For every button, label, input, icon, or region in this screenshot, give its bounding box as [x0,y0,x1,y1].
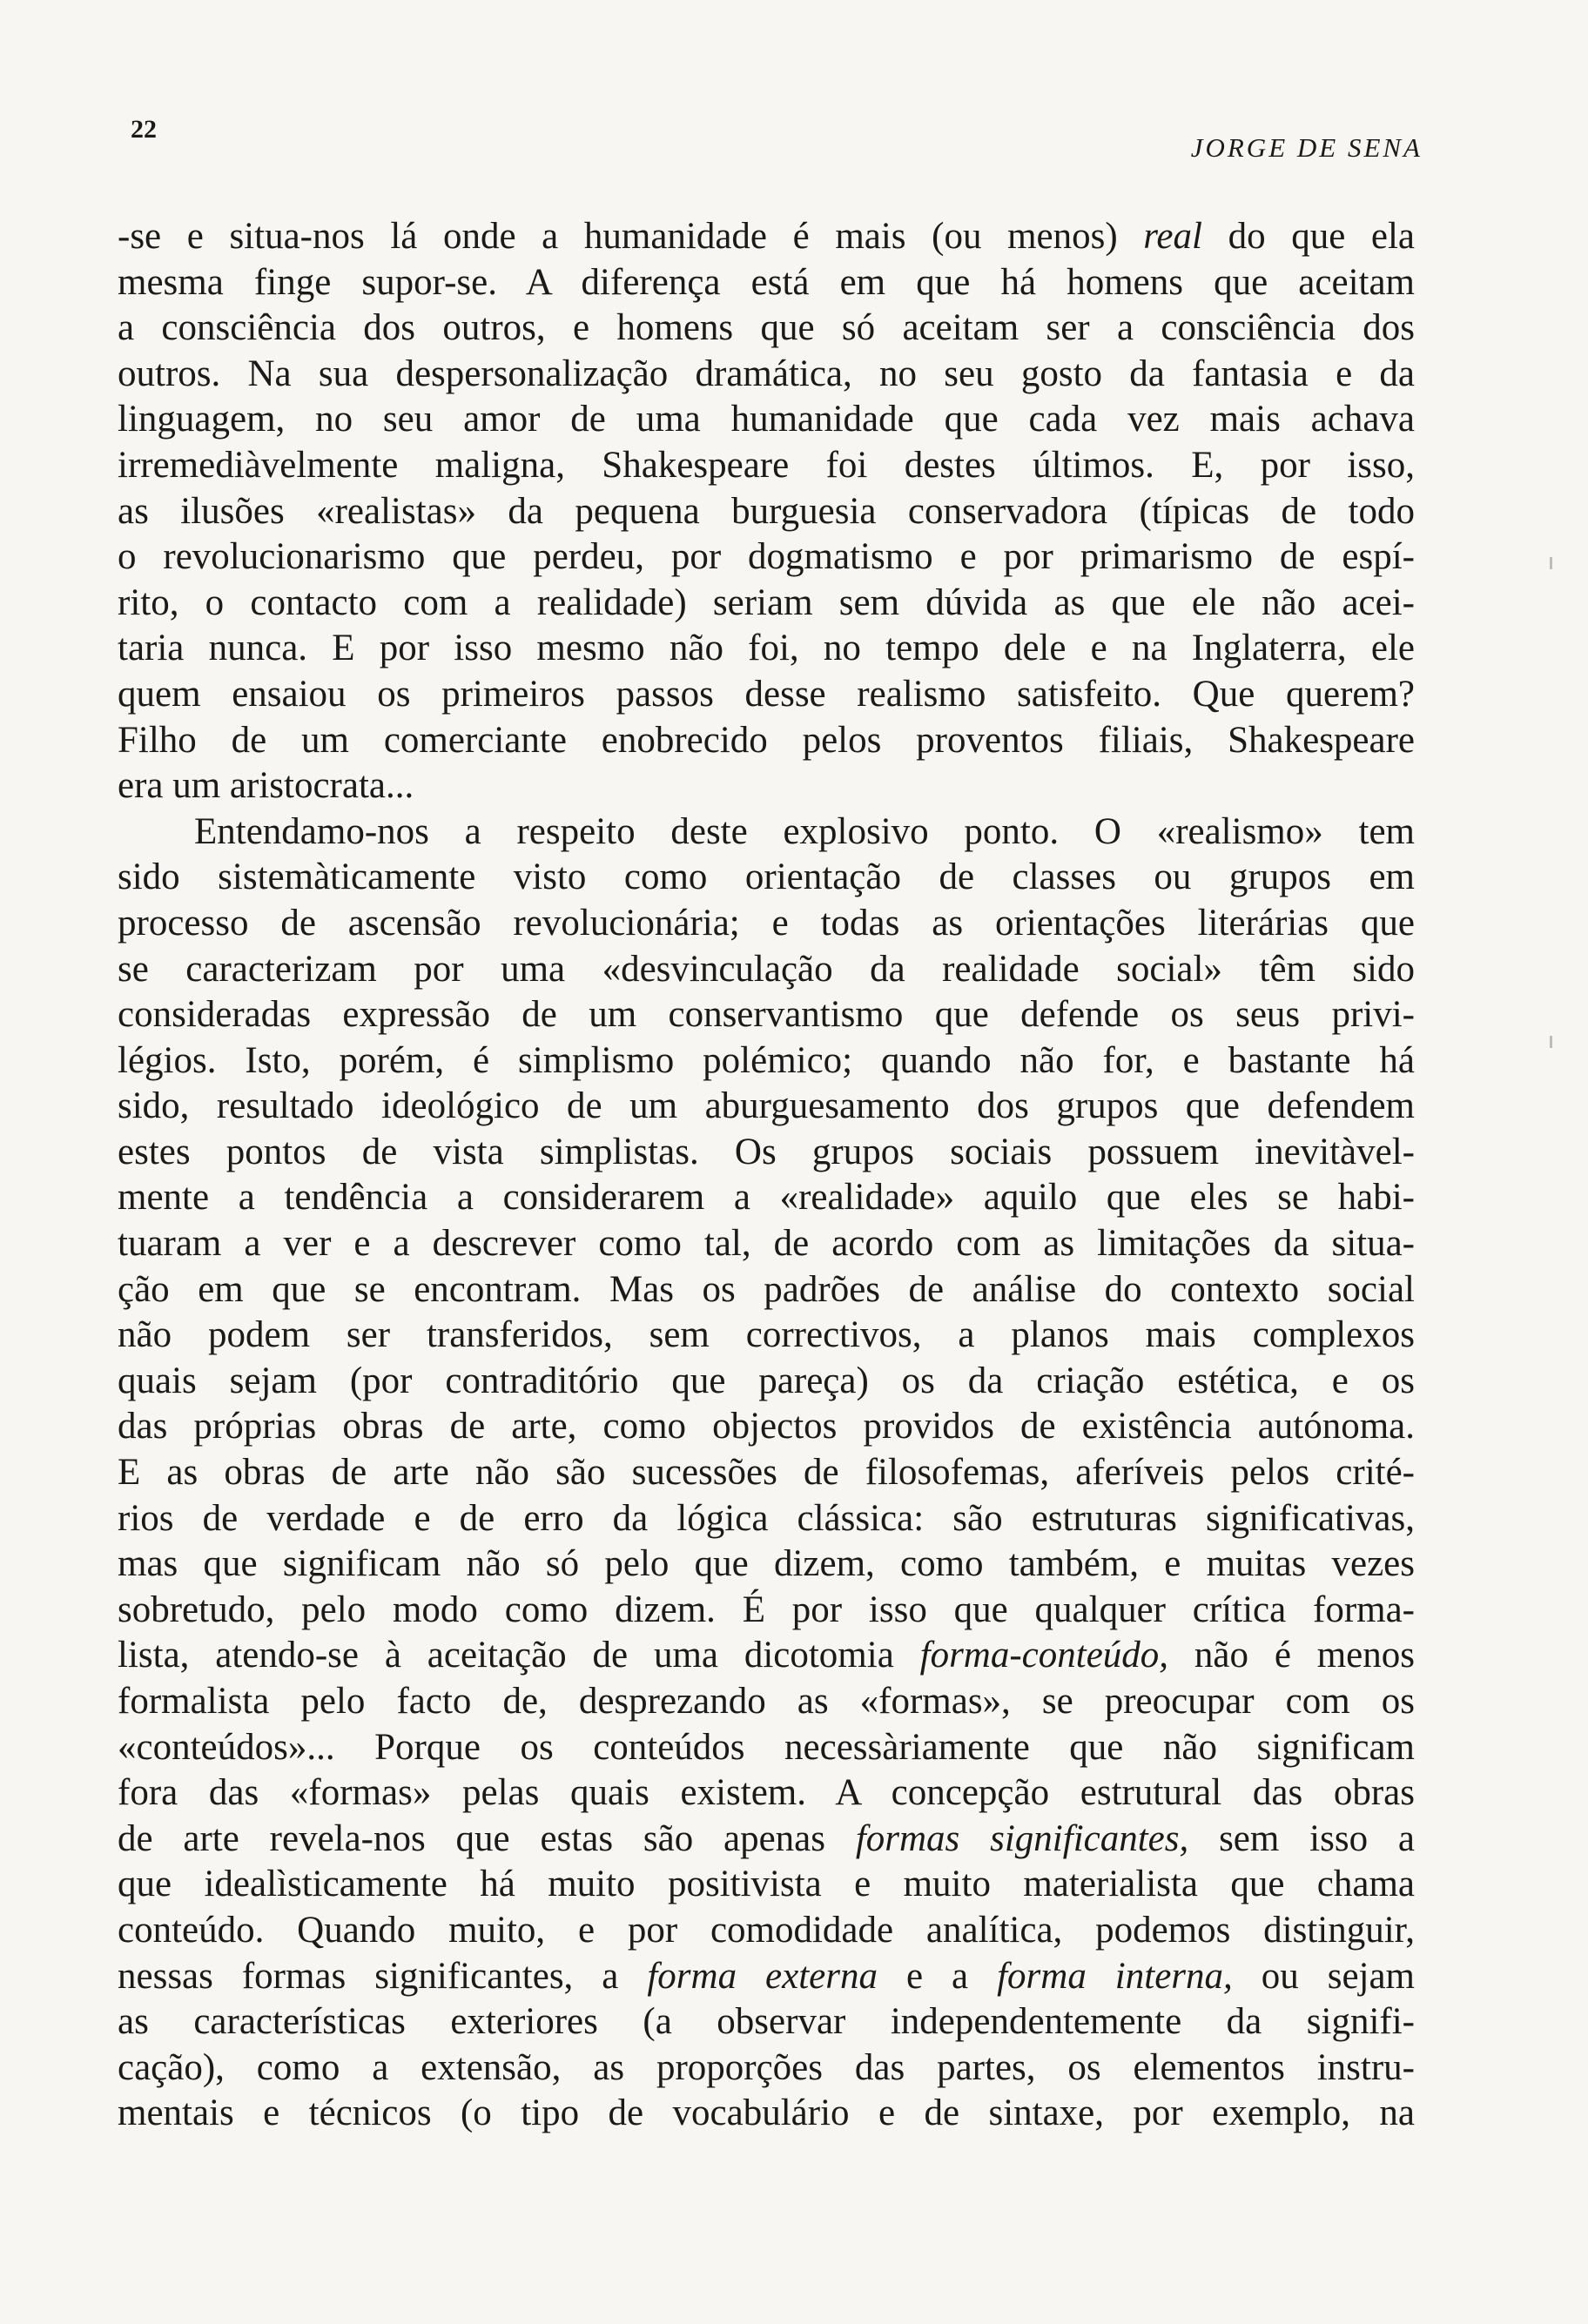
text-line [118,1038,1415,1085]
text-line [118,397,1415,443]
text-segment: conteúdo. Quando muito, e por comodidade analítica, podemos distinguir, [118,1909,1415,1951]
text-segment: mas que significam não só pelo que dizem, como também, e muitas vezes [118,1543,1415,1585]
text-line [118,534,1415,581]
text-line [118,1770,1415,1817]
text-line [118,1999,1415,2045]
text-line [118,306,1415,352]
text-line [118,809,1415,856]
text-line [118,489,1415,535]
text-line [118,1725,1415,1771]
text-segment: não é menos [1168,1635,1415,1676]
text-segment: sobretudo, pelo modo como dizem. É por isso que qualquer crítica forma- [118,1589,1415,1630]
text-line [118,1862,1415,1908]
text-line [118,901,1415,947]
margin-mark [1550,557,1552,569]
text-segment: as características exteriores (a observar independentemente da signifi- [118,2001,1415,2043]
text-segment: ou sejam [1232,1955,1415,1997]
margin-mark [1550,1036,1552,1048]
text-line [118,1175,1415,1221]
text-line [118,1221,1415,1267]
text-segment: a consciência dos outros, e homens que só aceitam ser a consciência dos [118,307,1415,349]
text-segment: das próprias obras de arte, como objectos providos de existência autónoma. [118,1406,1415,1447]
text-line [118,992,1415,1038]
text-segment: era um aristocrata... [118,765,414,807]
text-line [118,1404,1415,1450]
text-line [118,1496,1415,1542]
text-segment: rito, o contacto com a realidade) seriam sem dúvida as que ele não acei- [118,581,1415,623]
text-segment: quem ensaiou os primeiros passos desse realismo satisfeito. Que querem? [118,673,1415,715]
text-line [118,1954,1415,2000]
text-segment: outros. Na sua despersonalização dramática, no seu gosto da fantasia e da [118,353,1415,394]
text-line [118,1359,1415,1405]
text-segment: Entendamo-nos a respeito deste explosivo ponto. O «realismo» tem [194,810,1415,852]
text-segment: estes pontos de vista simplistas. Os grupos sociais possuem inevitàvel- [118,1131,1415,1172]
text-segment: mesma finge supor-se. A diferença está em que há homens que aceitam [118,261,1415,303]
text-segment: se caracterizam por uma «desvinculação da realidade social» têm sido [118,948,1415,990]
text-segment: «conteúdos»... Porque os conteúdos necessàriamente que não significam [118,1726,1415,1768]
text-line [118,763,1415,809]
text-segment: Filho de um comerciante enobrecido pelos proventos filiais, Shakespeare [118,719,1415,761]
text-line [118,1450,1415,1496]
text-segment: -se e situa-nos lá onde a humanidade é mais (ou menos) [118,216,1144,257]
italic-term: forma interna, [997,1955,1233,1997]
text-segment: rios de verdade e de erro da lógica clássica: são estruturas significativas, [118,1497,1415,1539]
text-segment: formalista pelo facto de, desprezando as «formas», se preocupar com os [118,1681,1415,1722]
text-line [118,581,1415,627]
text-segment: ção em que se encontram. Mas os padrões de análise do contexto social [118,1268,1415,1310]
text-line [118,2091,1415,2137]
text-segment: sem isso a [1188,1817,1415,1859]
text-segment: sido sistemàticamente visto como orientação de classes ou grupos em [118,856,1415,898]
text-segment: fora das «formas» pelas quais existem. A concepção estrutural das obras [118,1772,1415,1814]
text-line [118,214,1415,260]
text-segment: as ilusões «realistas» da pequena burguesia conservadora (típicas de todo [118,490,1415,532]
text-line [118,855,1415,901]
text-line [118,1130,1415,1176]
running-title: JORGE DE SENA [1190,132,1423,163]
italic-term: forma-conteúdo, [919,1635,1169,1676]
text-segment: lista, atendo-se à aceitação de uma dicotomia [118,1635,920,1676]
text-segment: quais sejam (por contraditório que pareça) os da criação estética, e os [118,1360,1415,1401]
text-segment: E as obras de arte não são sucessões de filosofemas, aferíveis pelos crité- [118,1452,1415,1494]
italic-term: formas significantes, [855,1817,1189,1859]
text-line [118,1908,1415,1954]
text-segment: de arte revela-nos que estas são apenas [118,1817,856,1859]
text-line [118,1267,1415,1313]
text-segment: irremediàvelmente maligna, Shakespeare foi destes últimos. E, por isso, [118,444,1415,486]
text-segment: o revolucionarismo que perdeu, por dogmatismo e por primarismo de espí- [118,536,1415,578]
text-segment: légios. Isto, porém, é simplismo polémico; quando não for, e bastante há [118,1039,1415,1081]
text-segment: sido, resultado ideológico de um aburguesamento dos grupos que defendem [118,1085,1415,1127]
text-line [118,1679,1415,1725]
text-segment: processo de ascensão revolucionária; e todas as orientações literárias que [118,902,1415,944]
text-line [118,1084,1415,1130]
text-segment: linguagem, no seu amor de uma humanidade que cada vez mais achava [118,399,1415,440]
text-line [118,672,1415,718]
page-number: 22 [131,115,157,144]
text-line [118,1633,1415,1679]
italic-term: forma externa [647,1955,878,1997]
text-segment: cação), como a extensão, as proporções das partes, os elementos instru- [118,2046,1415,2088]
body-text [118,214,1415,2137]
text-segment: consideradas expressão de um conservantismo que defende os seus privi- [118,994,1415,1036]
text-line [118,947,1415,993]
text-segment: mentais e técnicos (o tipo de vocabulário e de sintaxe, por exemplo, na [118,2092,1415,2134]
text-line [118,626,1415,672]
text-line [118,2045,1415,2092]
text-segment: taria nunca. E por isso mesmo não foi, no tempo dele e na Inglaterra, ele [118,628,1415,669]
text-segment: do que ela [1201,216,1415,257]
text-line [118,443,1415,489]
text-line [118,260,1415,306]
italic-term: real [1143,216,1202,257]
text-segment: nessas formas significantes, a [118,1955,648,1997]
text-segment: mente a tendência a considerarem a «realidade» aquilo que eles se habi- [118,1177,1415,1219]
text-segment: que idealìsticamente há muito positivista e muito materialista que chama [118,1864,1415,1905]
text-line [118,1588,1415,1634]
text-line [118,1817,1415,1863]
text-line [118,1313,1415,1359]
text-line [118,352,1415,398]
text-segment: não podem ser transferidos, sem correctivos, a planos mais complexos [118,1314,1415,1356]
text-segment: e a [878,1955,998,1997]
text-line [118,718,1415,764]
text-line [118,1541,1415,1588]
text-segment: tuaram a ver e a descrever como tal, de acordo com as limitações da situa- [118,1223,1415,1265]
